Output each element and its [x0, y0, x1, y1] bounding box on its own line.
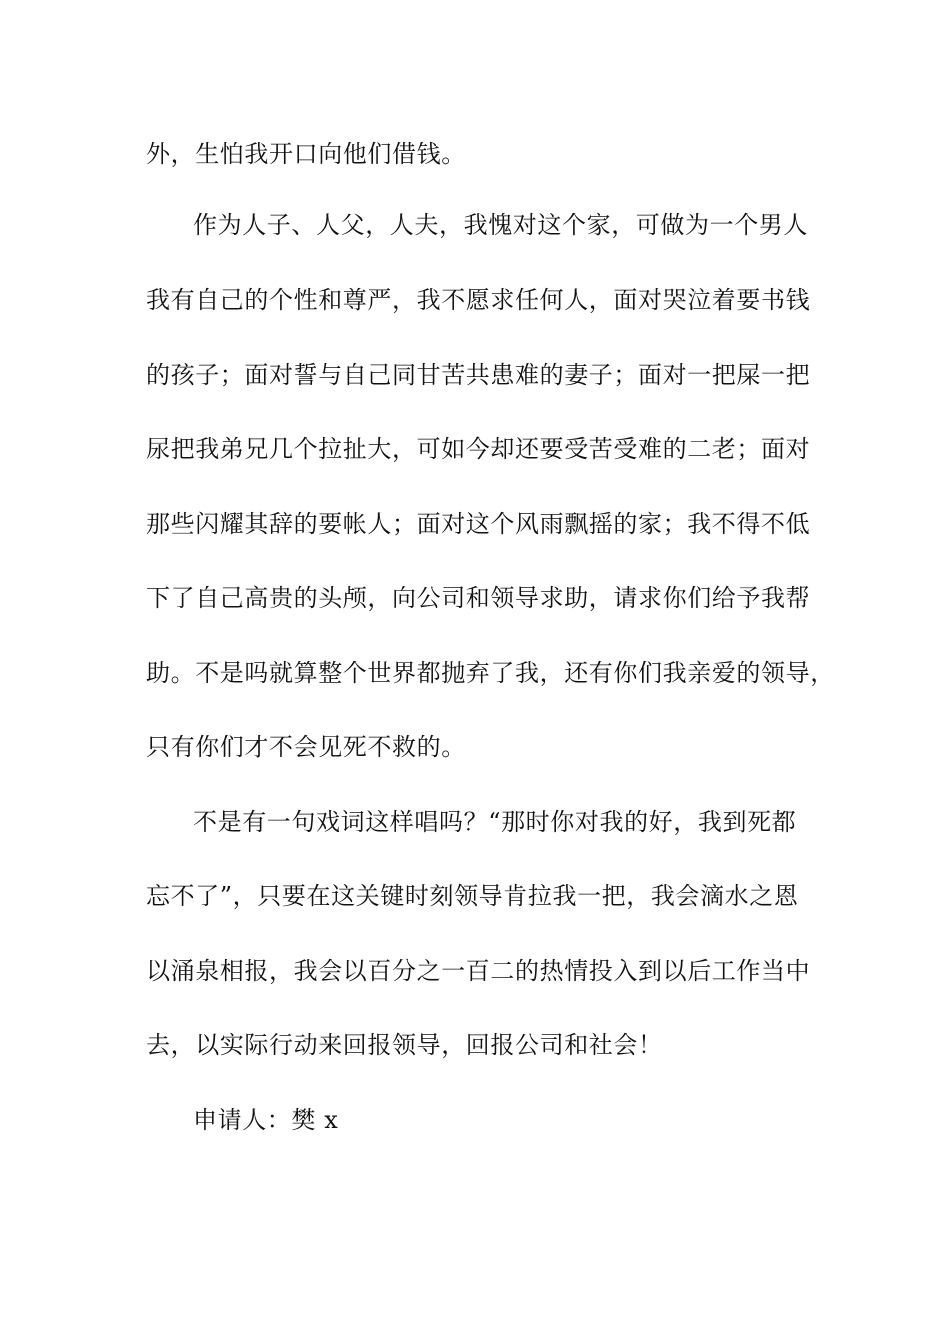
- applicant-signature-line: 申请人：樊 x: [193, 1106, 339, 1134]
- text-line-11: 忘不了”，只要在这关键时刻领导肯拉我一把，我会滴水之恩: [146, 882, 799, 910]
- text-line-6: 那些闪耀其辞的要帐人；面对这个风雨飘摇的家；我不得不低: [146, 510, 811, 538]
- text-line-5: 尿把我弟兄几个拉扯大，可如今却还要受苦受难的二老；面对: [146, 435, 811, 463]
- text-line-7: 下了自己高贵的头颅，向公司和领导求助，请求你们给予我帮: [146, 584, 811, 612]
- text-line-1: 外，生怕我开口向他们借钱。: [146, 140, 466, 168]
- text-line-12: 以涌泉相报，我会以百分之一百二的热情投入到以后工作当中: [146, 957, 811, 985]
- text-line-3: 我有自己的个性和尊严，我不愿求任何人，面对哭泣着要书钱: [146, 286, 811, 314]
- text-line-2: 作为人子、人父，人夫，我愧对这个家，可做为一个男人: [193, 211, 808, 239]
- text-line-4: 的孩子；面对誓与自己同甘苦共患难的妻子；面对一把屎一把: [146, 361, 811, 389]
- text-line-8: 助。不是吗就算整个世界都抛弃了我，还有你们我亲爱的领导，: [146, 659, 835, 687]
- text-line-10: 不是有一句戏词这样唱吗？“那时你对我的好，我到死都: [193, 808, 797, 836]
- text-line-13: 去，以实际行动来回报领导，回报公司和社会！: [146, 1031, 663, 1059]
- text-line-9: 只有你们才不会见死不救的。: [146, 733, 466, 761]
